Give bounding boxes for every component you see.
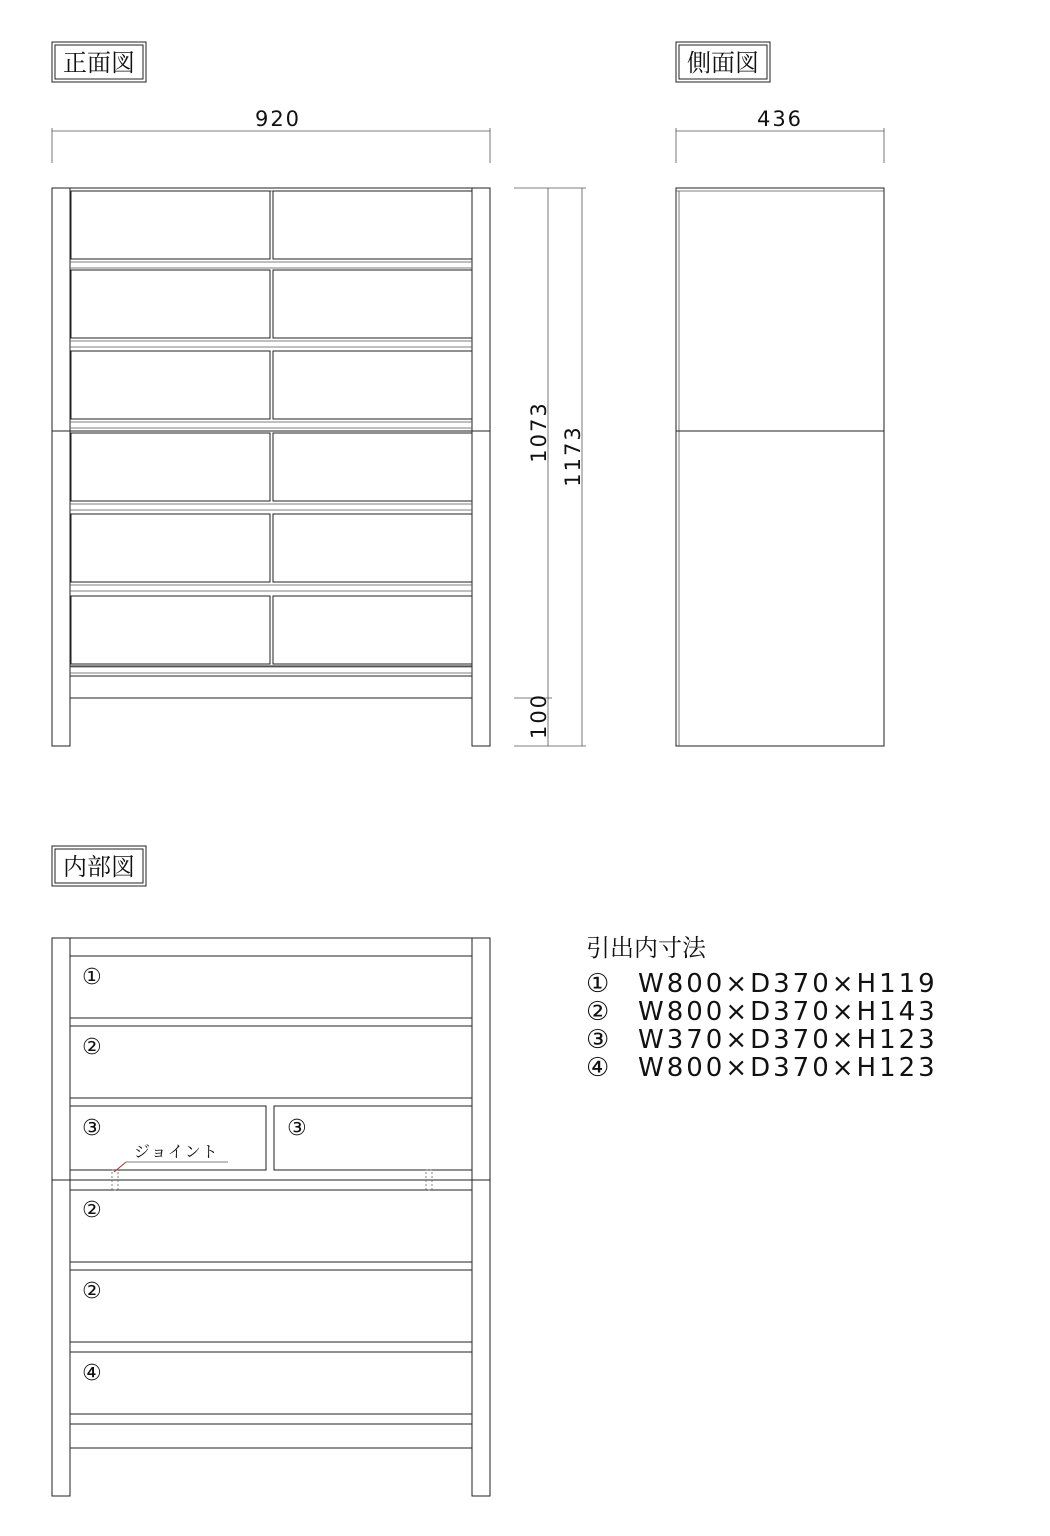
drawer-front <box>71 514 270 582</box>
depth-dimension <box>676 107 884 163</box>
interior-cabinet <box>52 938 490 1496</box>
drawer-slot-2 <box>70 1026 472 1098</box>
base-height-label: 100 <box>527 692 551 740</box>
drawer-front <box>273 596 472 664</box>
front-drawers <box>70 191 472 673</box>
front-view <box>52 42 586 746</box>
drawer-label: ③ <box>82 1116 102 1141</box>
drawer-label: ② <box>82 1198 102 1223</box>
drawer-front <box>71 596 270 664</box>
interior-view-title: 内部図 <box>63 853 135 881</box>
drawer-slot-5 <box>70 1270 472 1342</box>
legend-spec: W800×D370×H143 <box>638 997 938 1027</box>
drawer-front <box>273 514 472 582</box>
drawer-front <box>273 433 472 501</box>
drawer-front <box>71 433 270 501</box>
side-view <box>676 42 884 746</box>
legend-mark: ② <box>586 997 613 1027</box>
width-dimension <box>52 107 490 163</box>
drawer-label: ② <box>82 1035 102 1060</box>
drawer-label: ② <box>82 1279 102 1304</box>
inner-height-label: 1073 <box>527 401 551 463</box>
total-height-label: 1173 <box>561 425 585 487</box>
height-dimensions <box>514 188 586 746</box>
legend-mark: ① <box>586 969 613 999</box>
drawer-front <box>71 191 270 259</box>
legend-heading: 引出内寸法 <box>586 934 706 962</box>
legend-mark: ③ <box>586 1025 613 1055</box>
drawer-front <box>71 351 270 419</box>
drawer-front <box>273 191 472 259</box>
legend-mark: ④ <box>586 1053 613 1083</box>
interior-left-panel <box>52 938 70 1496</box>
front-cabinet <box>52 188 490 746</box>
drawer-label: ④ <box>82 1361 102 1386</box>
drawer-label: ③ <box>287 1116 307 1141</box>
side-cabinet <box>676 188 884 746</box>
drawer-front <box>71 270 270 338</box>
legend-spec: W800×D370×H123 <box>638 1053 938 1083</box>
interior-view <box>52 846 490 1496</box>
right-side-panel <box>472 188 490 746</box>
joint-label: ジョイント <box>134 1142 219 1161</box>
depth-dimension-label: 436 <box>756 107 804 131</box>
legend <box>586 934 938 1083</box>
legend-spec: W800×D370×H119 <box>638 969 938 999</box>
front-view-title: 正面図 <box>63 49 135 77</box>
left-side-panel <box>52 188 70 746</box>
drawer-label: ① <box>82 965 102 990</box>
width-dimension-label: 920 <box>254 107 302 131</box>
drawer-slot-1 <box>70 956 472 1018</box>
drawer-front <box>273 270 472 338</box>
drawer-front <box>273 351 472 419</box>
drawer-slot-4 <box>70 1190 472 1262</box>
drawer-slot-6 <box>70 1352 472 1414</box>
side-view-title: 側面図 <box>687 49 759 77</box>
legend-spec: W370×D370×H123 <box>638 1025 938 1055</box>
interior-right-panel <box>472 938 490 1496</box>
